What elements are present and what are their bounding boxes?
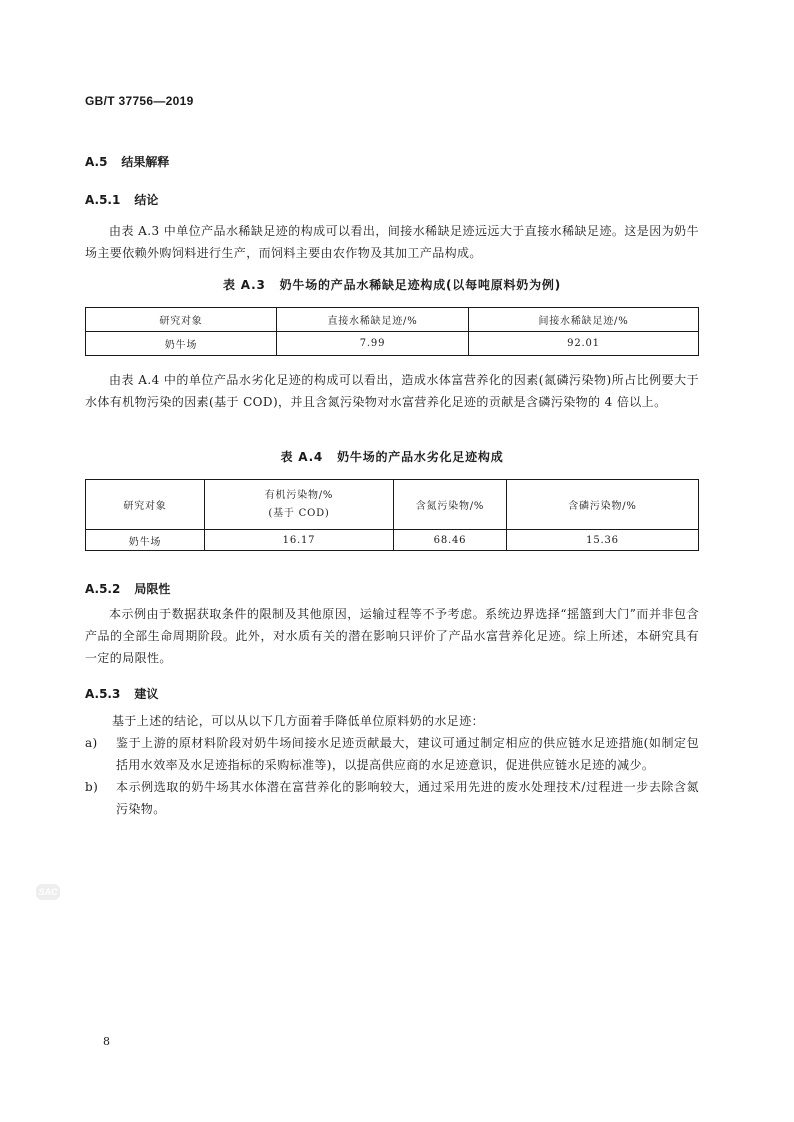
- recommendation-list: [85, 710, 699, 820]
- list-item: [85, 732, 699, 776]
- table-header-cell: [205, 480, 394, 530]
- table-header-cell: 间接水稀缺足迹/%: [469, 308, 699, 332]
- list-item-text: 本示例选取的奶牛场其水体潜在富营养化的影响较大，通过采用先进的废水处理技术/过程进一步去除含氮污染物。: [116, 780, 699, 816]
- page-number: 8: [103, 1035, 110, 1048]
- table-cell: 68.46: [394, 530, 507, 551]
- table-cell: 15.36: [507, 530, 699, 551]
- sac-watermark-logo: SAC: [36, 884, 60, 900]
- table-cell: 奶牛场: [86, 530, 205, 551]
- table-cell: 16.17: [205, 530, 394, 551]
- paragraph-conclusion-a3: 由表 A.3 中单位产品水稀缺足迹的构成可以看出，间接水稀缺足迹远远大于直接水稀缺足迹。这是因为奶牛场主要依赖外购饲料进行生产，而饲料主要由农作物及其加工产品构成。: [85, 224, 699, 260]
- table-header-cell: 研究对象: [86, 480, 205, 530]
- section-number: A.5.2: [85, 582, 121, 596]
- table-number: 表 A.3: [223, 278, 266, 292]
- section-heading-a5-3: [85, 685, 158, 702]
- paragraph-conclusion-a4: 由表 A.4 中的单位产品水劣化足迹的构成可以看出，造成水体富营养化的因素(氮磷污染物)所占比例要大于水体有机物污染的因素(基于 COD)，并且含氮污染物对水富营养化足迹的贡献是含磷污染物的 4 倍以上。: [85, 373, 699, 409]
- table-cell: 7.99: [277, 332, 469, 356]
- section-title: 结果解释: [121, 155, 170, 169]
- header-line: (基于 COD): [268, 507, 330, 519]
- section-heading-a5-2: [85, 580, 170, 597]
- table-header-cell: 直接水稀缺足迹/%: [277, 308, 469, 332]
- table-title: 奶牛场的产品水劣化足迹构成: [337, 450, 504, 464]
- recommendation-intro: 基于上述的结论，可以从以下几方面着手降低单位原料奶的水足迹：: [112, 714, 485, 728]
- section-number: A.5.1: [85, 193, 121, 207]
- list-marker: a): [85, 736, 98, 750]
- header-line: 有机污染物/%: [264, 489, 334, 501]
- table-title: 奶牛场的产品水稀缺足迹构成(以每吨原料奶为例): [279, 278, 561, 292]
- paragraph-limitations: 本示例由于数据获取条件的限制及其他原因，运输过程等不予考虑。系统边界选择“摇篮到大门”而并非包含产品的全部生命周期阶段。此外，对水质有关的潜在影响只评价了产品水富营养化足迹。综上所述，本研究具有一定的局限性。: [85, 607, 699, 665]
- section-number: A.5.3: [85, 687, 121, 701]
- table-cell: 92.01: [469, 332, 699, 356]
- section-title: 结论: [134, 193, 159, 207]
- section-number: A.5: [85, 155, 108, 169]
- table-header-cell: 含氮污染物/%: [394, 480, 507, 530]
- section-heading-a5-1: [85, 191, 158, 208]
- table-cell: 奶牛场: [86, 332, 277, 356]
- section-title: 局限性: [134, 582, 171, 596]
- list-marker: b): [85, 780, 99, 794]
- table-header-cell: 研究对象: [86, 308, 277, 332]
- section-title: 建议: [134, 687, 159, 701]
- table-number: 表 A.4: [280, 450, 324, 464]
- table-header-cell: 含磷污染物/%: [507, 480, 699, 530]
- table-a3: [85, 307, 699, 356]
- section-heading-a5: [85, 153, 169, 170]
- list-item-text: 鉴于上游的原材料阶段对奶牛场间接水足迹贡献最大，建议可通过制定相应的供应链水足迹措施(如制定包括用水效率及水足迹指标的采购标准等)，以提高供应商的水足迹意识，促进供应链水足迹的减少。: [116, 736, 699, 772]
- table-a3-caption: [85, 276, 699, 293]
- table-a4: [85, 479, 699, 551]
- list-item: [85, 776, 699, 820]
- standard-code: GB/T 37756—2019: [85, 94, 194, 108]
- table-a4-caption: [85, 448, 699, 465]
